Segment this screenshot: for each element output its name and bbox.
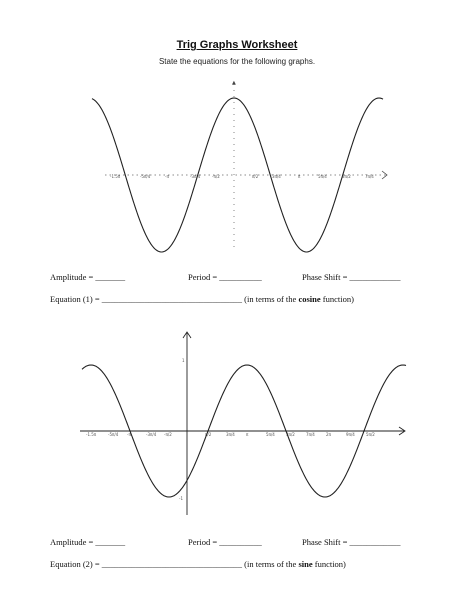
svg-text:-1: -1 xyxy=(179,496,183,501)
svg-text:π/2: π/2 xyxy=(252,174,259,179)
graph-1-y-axis xyxy=(232,80,236,250)
svg-text:3π/2: 3π/2 xyxy=(342,174,351,179)
graph-2-sine xyxy=(0,325,474,525)
svg-text:-π: -π xyxy=(165,174,169,179)
graph-1-equation-suffix: function) xyxy=(320,294,354,304)
svg-text:5π/2: 5π/2 xyxy=(366,432,375,437)
graph-1-phase-shift-blank[interactable]: Phase Shift = ____________ xyxy=(302,272,401,282)
graph-1-equation-prefix: Equation (1) = _________________________________ (in terms of the xyxy=(50,294,299,304)
svg-text:-π/2: -π/2 xyxy=(212,174,220,179)
svg-text:-5π/4: -5π/4 xyxy=(140,174,151,179)
graph-1-amplitude-blank[interactable]: Amplitude = _______ xyxy=(50,272,126,282)
svg-text:5π/4: 5π/4 xyxy=(266,432,275,437)
svg-text:1: 1 xyxy=(182,358,185,363)
graph-2-y-axis xyxy=(179,332,191,515)
svg-text:7π/4: 7π/4 xyxy=(365,174,374,179)
svg-text:-3π/4: -3π/4 xyxy=(146,432,157,437)
svg-text:-3π/4: -3π/4 xyxy=(190,174,201,179)
svg-text:7π/4: 7π/4 xyxy=(306,432,315,437)
svg-text:-π/2: -π/2 xyxy=(164,432,172,437)
svg-text:5π/4: 5π/4 xyxy=(318,174,327,179)
svg-text:▲: ▲ xyxy=(232,80,236,86)
graph-2-phase-shift-blank[interactable]: Phase Shift = ____________ xyxy=(302,537,401,547)
graph-2-equation-suffix: function) xyxy=(312,559,346,569)
graph-1-cosine xyxy=(0,70,474,260)
graph-2-equation-function: sine xyxy=(298,559,313,569)
graph-2-tick-labels xyxy=(86,432,375,437)
svg-text:3π/4: 3π/4 xyxy=(226,432,235,437)
svg-text:9π/4: 9π/4 xyxy=(346,432,355,437)
svg-text:π/2: π/2 xyxy=(205,432,212,437)
graph-2-equation-line[interactable] xyxy=(50,559,346,569)
graph-2-period-blank[interactable]: Period = __________ xyxy=(188,537,262,547)
graph-1-period-blank[interactable]: Period = __________ xyxy=(188,272,262,282)
svg-text:-π: -π xyxy=(127,432,131,437)
svg-text:2π: 2π xyxy=(326,432,331,437)
graph-2-amplitude-blank[interactable]: Amplitude = _______ xyxy=(50,537,126,547)
graph-2-equation-prefix: Equation (2) = _________________________________ (in terms of the xyxy=(50,559,299,569)
svg-text:3π/2: 3π/2 xyxy=(286,432,295,437)
svg-text:π: π xyxy=(246,432,249,437)
svg-text:-5π/4: -5π/4 xyxy=(108,432,119,437)
svg-text:3π/4: 3π/4 xyxy=(272,174,281,179)
svg-text:-1.5π: -1.5π xyxy=(86,432,97,437)
graph-1-equation-line[interactable] xyxy=(50,294,354,304)
svg-text:π: π xyxy=(298,174,301,179)
graph-1-equation-function: cosine xyxy=(298,294,321,304)
worksheet-instructions: State the equations for the following graphs. xyxy=(158,57,316,66)
worksheet-title: Trig Graphs Worksheet xyxy=(176,39,298,51)
svg-text:-1.5π: -1.5π xyxy=(110,174,121,179)
